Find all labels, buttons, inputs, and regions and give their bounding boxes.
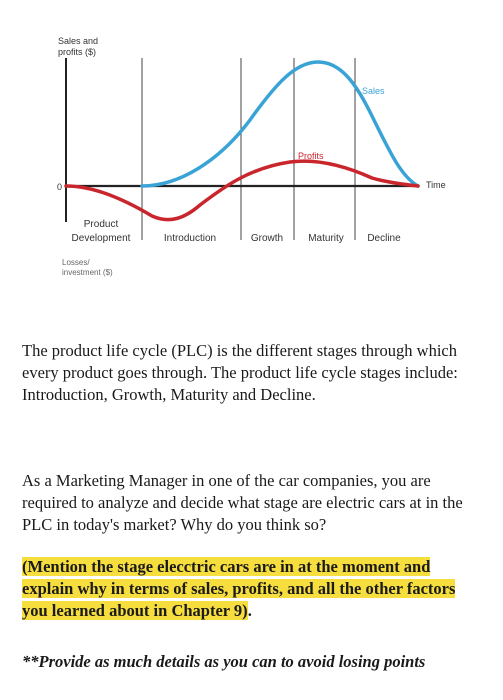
losses-label-line1: Losses/	[62, 258, 90, 267]
stage-label-growth: Growth	[250, 233, 284, 244]
profits-curve	[66, 161, 418, 220]
stage-label-development: Development	[71, 233, 131, 244]
plc-chart	[0, 0, 503, 300]
stage-label-product: Product	[83, 219, 119, 230]
losses-label-line2: investment ($)	[62, 268, 113, 277]
y-axis-title-line2: profits ($)	[58, 47, 97, 57]
zero-label: 0	[57, 182, 63, 192]
assignment-question-paragraph: As a Marketing Manager in one of the car companies, you are required to analyze and decide what stage are electric cars at in the PLC in today's market? Why do you think so?	[22, 471, 463, 534]
sales-series-label: Sales	[362, 86, 385, 96]
sales-curve	[142, 62, 418, 186]
stage-label-decline: Decline	[367, 233, 401, 244]
stage-label-maturity: Maturity	[308, 233, 344, 244]
stage-label-introduction: Introduction	[163, 233, 217, 244]
profits-series-label: Profits	[298, 151, 324, 161]
details-note: **Provide as much details as you can to avoid losing points	[22, 652, 426, 671]
y-axis-title-line1: Sales and	[58, 36, 99, 46]
instruction-period: .	[247, 601, 252, 620]
plc-chart-svg	[0, 0, 503, 300]
x-axis-title: Time	[426, 180, 446, 190]
highlighted-instruction: (Mention the stage elecctric cars are in at the moment and explain why in terms of sales, profits, and all the other factors you learned about in Chapter 9)	[22, 557, 456, 620]
plc-definition-paragraph: The product life cycle (PLC) is the different stages through which every product goes through. The product life cycle stages include: Introduction, Growth, Maturity and Decline.	[22, 341, 458, 404]
instruction-paragraph	[22, 556, 484, 622]
